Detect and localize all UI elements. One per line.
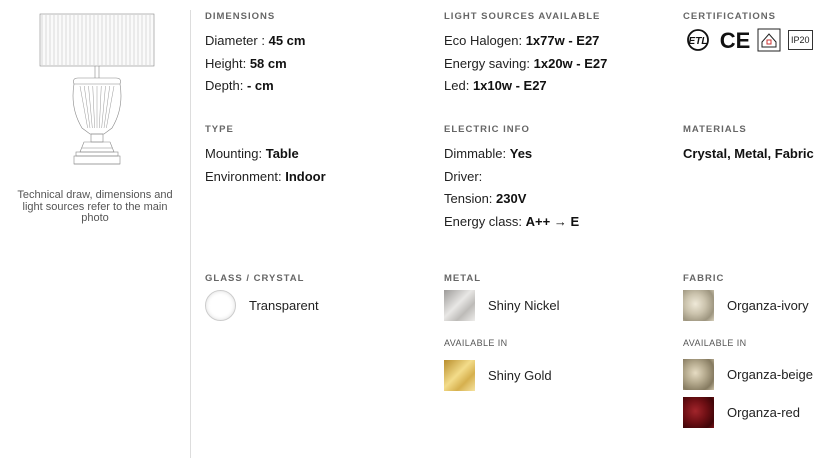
transparent-swatch[interactable]: [205, 290, 236, 321]
metal-available-heading: AVAILABLE IN: [444, 338, 508, 348]
glass-heading: GLASS / CRYSTAL: [205, 273, 305, 284]
light-source-row: [444, 30, 607, 53]
light-source-value: 1x10w - E27: [472, 78, 547, 93]
electric-label: Energy class:: [444, 213, 523, 229]
metal-swatch-item[interactable]: [444, 288, 560, 322]
etl-icon: [683, 28, 713, 52]
electric-value: 230V: [496, 191, 527, 206]
dimension-value: - cm: [246, 78, 274, 93]
dimensions-heading: DIMENSIONS: [205, 11, 276, 22]
electric-value: A++ → E: [525, 213, 580, 229]
type-value: Table: [265, 146, 299, 161]
fabric-available-item[interactable]: [683, 357, 813, 391]
swatch-label: Transparent: [249, 297, 319, 313]
certifications-section: [683, 11, 813, 52]
materials-heading: MATERIALS: [683, 124, 747, 135]
fabric-available-heading: AVAILABLE IN: [683, 338, 747, 348]
drawing-caption: Technical draw, dimensions and light sources refer to the main photo: [17, 189, 173, 224]
light-source-label: Energy saving:: [444, 55, 530, 71]
electric-label: Tension:: [444, 191, 493, 206]
electric-row: [444, 143, 579, 166]
glass-swatch-item[interactable]: [205, 288, 319, 322]
type-heading: TYPE: [205, 124, 234, 135]
type-row: [205, 166, 326, 189]
electric-label: Driver:: [444, 168, 483, 184]
materials-section: [683, 124, 814, 166]
fabric-heading: FABRIC: [683, 273, 725, 284]
electric-label: Dimmable:: [444, 146, 507, 161]
light-source-label: Eco Halogen:: [444, 33, 523, 48]
svg-text:ETL: ETL: [688, 36, 708, 47]
type-label: Mounting:: [205, 146, 263, 161]
fabric-section: [683, 273, 813, 429]
metal-heading: METAL: [444, 273, 482, 284]
type-section: [205, 124, 326, 188]
metal-available-item[interactable]: [444, 358, 560, 392]
type-row: [205, 143, 326, 166]
class-ii-icon: [757, 28, 781, 52]
organza-ivory-swatch[interactable]: [683, 290, 714, 321]
dimensions-section: [205, 11, 305, 98]
shiny-gold-swatch[interactable]: [444, 360, 475, 391]
swatch-label: Organza-red: [727, 404, 800, 420]
swatch-label: Shiny Nickel: [488, 297, 560, 313]
swatch-label: Shiny Gold: [488, 367, 552, 383]
fabric-swatch-item[interactable]: [683, 288, 813, 322]
certifications-heading: CERTIFICATIONS: [683, 11, 776, 22]
shiny-nickel-swatch[interactable]: [444, 290, 475, 321]
svg-text:CE: CE: [720, 28, 750, 52]
ip20-icon: IP20: [788, 30, 813, 50]
column-divider: [190, 10, 191, 458]
light-source-row: [444, 75, 607, 98]
dimension-value: 45 cm: [268, 33, 306, 48]
technical-drawing-panel: [0, 0, 190, 458]
dimension-label: Height:: [205, 55, 247, 71]
type-value: Indoor: [285, 168, 326, 184]
materials-value: Crystal, Metal, Fabric: [683, 146, 814, 161]
dimension-label: Diameter :: [205, 33, 265, 48]
metal-section: [444, 273, 560, 392]
light-source-value: 1x77w - E27: [525, 33, 600, 48]
light-source-label: Led:: [444, 78, 470, 93]
dimension-value: 58 cm: [249, 55, 287, 71]
swatch-label: Organza-ivory: [727, 297, 809, 313]
dimension-label: Depth:: [205, 78, 244, 93]
swatch-label: Organza-beige: [727, 366, 813, 382]
light-sources-section: [444, 11, 607, 98]
type-label: Environment:: [205, 168, 282, 184]
lamp-technical-drawing: [38, 12, 156, 172]
dimension-row: [205, 30, 305, 53]
electric-info-heading: ELECTRIC INFO: [444, 124, 530, 135]
electric-row: [444, 188, 579, 211]
light-source-row: [444, 53, 607, 76]
glass-section: [205, 273, 319, 322]
electric-value: Yes: [509, 146, 533, 161]
dimension-row: [205, 75, 305, 98]
electric-row: [444, 166, 579, 189]
light-source-value: 1x20w - E27: [533, 55, 608, 71]
organza-red-swatch[interactable]: [683, 397, 714, 428]
organza-beige-swatch[interactable]: [683, 359, 714, 390]
electric-info-section: [444, 124, 579, 233]
light-sources-heading: LIGHT SOURCES AVAILABLE: [444, 11, 601, 22]
ce-icon: [720, 28, 750, 52]
electric-row: [444, 211, 579, 234]
fabric-available-item[interactable]: [683, 395, 813, 429]
dimension-row: [205, 53, 305, 76]
